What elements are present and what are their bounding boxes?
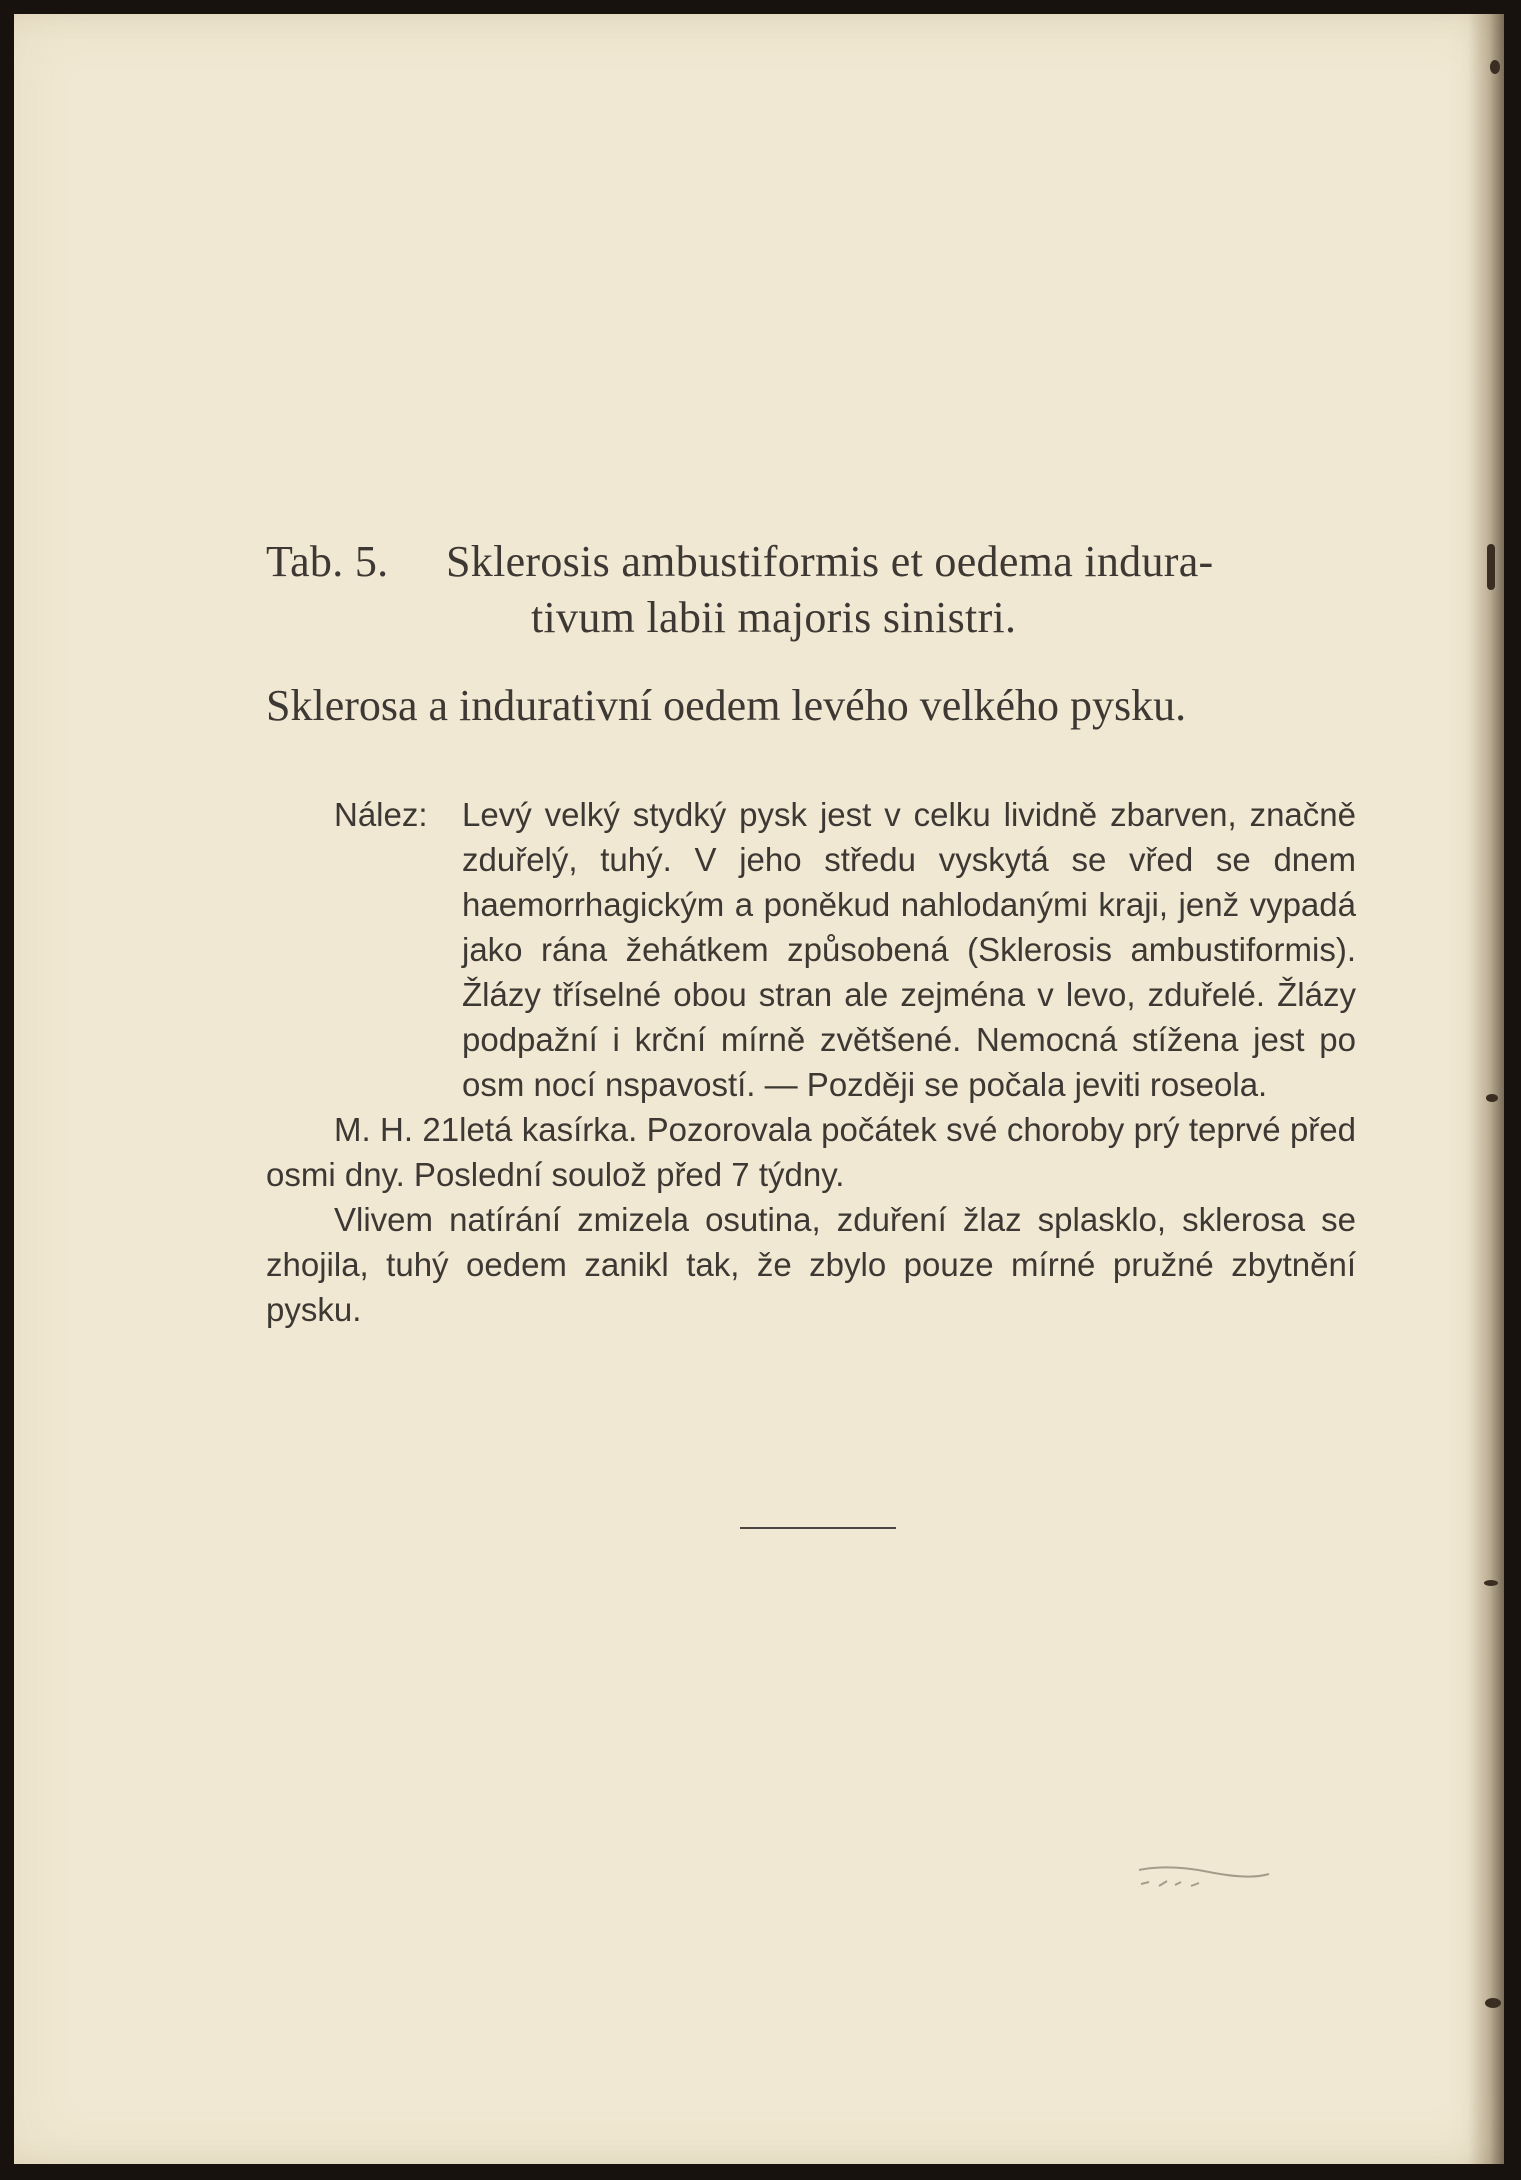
patient-history: M. H. 21letá kasírka. Pozorovala počátek své choroby prý teprvé před osmi dny. Poslední soulož před 7 týdny. (266, 1111, 1356, 1193)
document-page (14, 14, 1504, 2164)
binding-mark-3 (1486, 1094, 1498, 1102)
plate-description (266, 534, 1356, 1332)
binding-mark-2 (1487, 544, 1495, 590)
tab-reference: Tab. 5. (266, 537, 389, 586)
latin-title-text-1: Sklerosis ambustiformis et oedema indura- (446, 537, 1214, 586)
page-spine-shadow (1468, 14, 1504, 2164)
latin-title-line-1 (266, 534, 1356, 590)
binding-mark-5 (1485, 1998, 1501, 2008)
binding-mark-1 (1490, 60, 1500, 74)
finding-section (266, 792, 1356, 1107)
czech-title: Sklerosa a indurativní oedem levého velkého pysku. (266, 681, 1187, 730)
finding-text: Levý velký stydký pysk jest v celku lividně zbarven, značně zduřelý, tuhý. V jeho středu vyskytá se vřed se dnem haemorrhagickým a poněkud nahlodanými kraji, jenž vypadá jako rána žehátkem způsobená (Sklerosis ambustiformis). Žlázy tříselné obou stran ale zejména v levo, zduřelé. Žlázy podpažní i krční mírně zvětšené. Nemocná stížena jest po osm nocí nspavostí. — Později se počala jeviti roseola. (462, 796, 1356, 1103)
ink-smudge (1129, 1862, 1279, 1892)
treatment-outcome: Vlivem natírání zmizela osutina, zduření žlaz splasklo, sklerosa se zhojila, tuhý oedem zanikl tak, že zbylo pouze mírné pružné zbytnění pysku. (266, 1201, 1356, 1328)
latin-title-line-2: tivum labii majoris sinistri. (531, 593, 1017, 642)
finding-label: Nález: (334, 796, 428, 833)
latin-title (266, 534, 1356, 646)
binding-mark-4 (1484, 1580, 1498, 1586)
section-divider (740, 1527, 896, 1529)
